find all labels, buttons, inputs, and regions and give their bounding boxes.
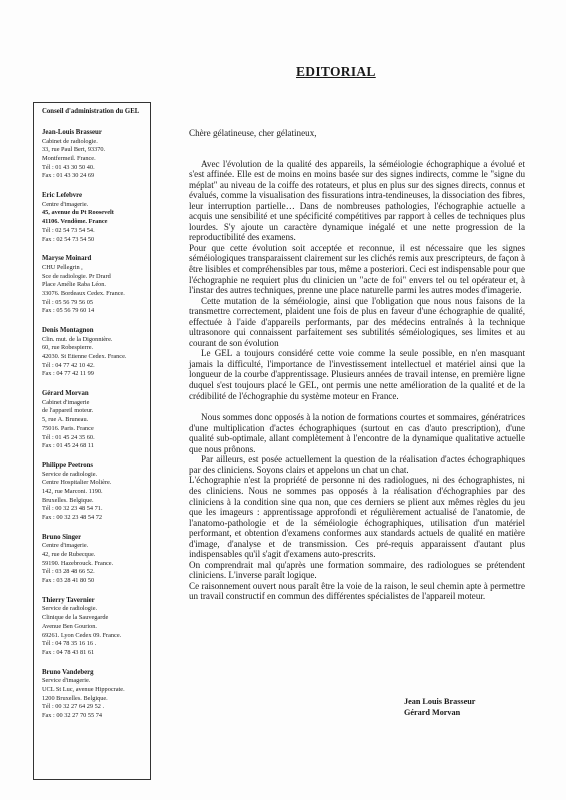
member-address-line: Bruxelles. Belgique. <box>42 496 94 504</box>
member-address-line: Montfermeil. France. <box>42 155 96 162</box>
member-address-line: UCL St Luc, avenue Hippocrate. <box>42 685 125 693</box>
signature-block <box>404 697 475 718</box>
member-address-line: Fax : 05 56 79 60 14 <box>42 307 95 315</box>
member-address-line: Tél : 01 45 24 35 60. <box>42 433 95 441</box>
member-address-line: Tél : 04 77 42 10 42. <box>42 361 95 369</box>
member-address-line: Centre d'imagerie. <box>42 542 89 550</box>
member-address-line: Tél : 01 43 30 50 40. <box>42 163 95 171</box>
member-address-line: Service d'imagerie. <box>42 677 91 685</box>
member-address-line: 5, rue A. Bruneau. <box>42 416 89 424</box>
member-address-line: Tél : 05 56 79 56 05 <box>42 298 94 306</box>
member-address-line: Clinique de la Sauvegarde <box>42 614 109 622</box>
member-address-line: Clin. mut. de la Digonnière. <box>42 335 113 343</box>
member-address-line: 33, rue Paul Bert, 93370. <box>42 146 106 154</box>
editorial-paragraph: Pour que cette évolution soit acceptée et reconnue, il est nécessaire que les signes séméiologiques transparaissent clairement sur les clichés remis aux prescripteurs, de façon à être lisibles et compréhensibles par tous, même a posteriori. Ceci est indispensable pour que l'échographie ne requiert plus du clinicien un "acte de foi" envers tel ou tel opérateur et, à l'instar des autres techniques, prenne une place naturelle parmi les autres modes d'imagerie. <box>189 242 525 296</box>
member-address-line: Tél : 04 78 35 16 16 . <box>42 640 97 648</box>
member-address-line: Avenue Ben Gourion. <box>42 622 97 630</box>
member-address-line: 59190. Hazebrouck. France. <box>42 559 114 567</box>
signature-name: Gérard Morvan <box>404 707 461 717</box>
member-address-line: 45, avenue du Pt Roosevelt <box>42 209 114 217</box>
member-address-line: Tél : 00 32 23 48 54 71. <box>42 505 103 513</box>
board-member <box>42 533 146 586</box>
member-address-line: 69261. Lyon Cedex 09. France. <box>42 631 122 639</box>
member-address-line: Fax : 04 78 43 81 61 <box>42 648 95 656</box>
members-list <box>42 128 146 721</box>
member-address-line: Fax : 03 28 41 80 50 <box>42 577 95 585</box>
greeting: Chère gélatineuse, cher gélatineux, <box>189 128 317 138</box>
member-address-line: 60, rue Robespierre. <box>42 344 94 352</box>
member-address-line: 142, rue Marconi. 1190. <box>42 487 103 495</box>
board-members-box <box>33 102 151 780</box>
member-address-line: Place Amélie Raba Léon. <box>42 281 106 289</box>
editorial-paragraph: Nous sommes donc opposés à la notion de formations courtes et sommaires, génératrices d'une multiplication d'actes échographiques (surtout en cas d'auto prescription), d'une qualité sub-optimale, allant complètement à l'encontre de la dynamique qualitative actuelle que nous prônons. <box>189 412 525 454</box>
member-address-line: 33076. Bordeaux Cedex. France. <box>42 289 125 297</box>
board-member <box>42 596 146 658</box>
member-address-line: Fax : 00 32 23 48 54 72 <box>42 514 102 522</box>
member-name: Philippe Peetrons <box>42 461 94 469</box>
member-address-line: Tél : 00 32 27 64 29 52 . <box>42 703 105 711</box>
member-address-line: Tél : 02 54 73 54 54. <box>42 226 95 234</box>
page-title: EDITORIAL <box>296 64 376 79</box>
editorial-body <box>189 128 525 602</box>
member-address-line: 75016. Paris. France <box>42 424 94 432</box>
member-name: Gérard Morvan <box>42 390 89 398</box>
board-member <box>42 389 146 451</box>
board-member <box>42 326 146 379</box>
board-heading: Conseil d'administration du GEL <box>42 108 140 115</box>
signature-name: Jean Louis Brasseur <box>404 697 476 706</box>
member-address-line: Fax : 00 32 27 70 55 74 <box>42 712 102 720</box>
member-address-line: de l'appareil moteur. <box>42 407 94 415</box>
editorial-paragraph: On comprendrait mal qu'après une formation sommaire, des radiologues se prétendent cliniciens. L'inverse paraît logique. <box>189 559 525 581</box>
member-address-line: 41106. Vendôme. France <box>42 218 108 226</box>
member-address-line: Fax : 02 54 73 54 50 <box>42 235 95 243</box>
member-address-line: Cabinet de radiologie. <box>42 137 98 145</box>
member-name: Bruno Singer <box>42 533 82 541</box>
member-address-line: CHU Pellegrin , <box>42 263 83 271</box>
member-address-line: Tél : 03 28 48 66 52. <box>42 568 95 576</box>
member-address-line: Cabinet d'imagerie <box>42 398 90 406</box>
editorial-paragraph: L'échographie n'est la propriété de personne ni des radiologues, ni des échographistes, ni des cliniciens. Nous ne sommes pas opposés à la réalisation d'échographies par des cliniciens à la condition sine qua non, que ces derniers se plient aux mêmes règles du jeu que les imageurs : apprentissage approfondi et régulièrement actualisé de l'anatomie, de l'anatomo-pathologie et de la séméiologie échographiques, utilisation d'un matériel performant, et obtention d'examens conformes aux standards actuels de qualité en matière d'image, d'analyse et de transmission. Ces pré-requis apparaissent d'autant plus indispensables qu'il s'agit d'examens auto-prescrits. <box>189 475 525 560</box>
member-address-line: Centre d'imagerie. <box>42 200 89 208</box>
board-member <box>42 668 146 721</box>
member-address-line: Service de radiologie. <box>42 605 98 613</box>
editorial-paragraph: Cette mutation de la séméiologie, ainsi que l'obligation que nous nous faisons de la transmettre correctement, plaident une fois de plus en faveur d'une échographie de qualité, effectuée à l'aide d'appareils performants, par des médecins entraînés à la technique ultrasonore qui connaissent parfaitement ses subtilités séméiologiques, ses limites et au courant de son évolution <box>189 295 525 348</box>
member-address-line: Service de radiologie. <box>42 470 98 478</box>
editorial-paragraph: Avec l'évolution de la qualité des appareils, la séméiologie échographique a évolué et s'est affinée. Elle est de moins en moins basée sur des signes indirects, comme le "signe du méplat" au niveau de la coiffe des rotateurs, et plus en plus sur des signes directs, connus et évalués, comme la visualisation des fissurations intra-tendineuses, la dissociation des fibres, leur interruption partielle… Dans de nombreuses pathologies, l'échographie actuelle a acquis une sensibilité et une spécificité compétitives par rapport à celles de techniques plus lourdes. S'y ajoute un caractère dynamique inégalé et une nette progression de la reproductibilité des examens. <box>189 158 525 243</box>
member-address-line: 42, rue de Rubecque. <box>42 551 96 559</box>
board-member <box>42 254 146 316</box>
member-address-line: Sce de radiologie. Pr Drard <box>42 272 111 280</box>
member-name: Thierry Tavernier <box>42 596 95 604</box>
member-name: Bruno Vandeberg <box>42 668 94 676</box>
member-name: Jean-Louis Brasseur <box>42 129 102 136</box>
editorial-paragraph: Le GEL a toujours considéré cette voie comme la seule possible, en n'en masquant jamais la difficulté, l'importance de l'investissement intellectuel et matériel ainsi que la longueur de la courbe d'apprentissage. Plusieurs années de travail intense, en première ligne duquel s'est toujours placé le GEL, ont permis une nette amélioration de la qualité et de la crédibilité de l'échographie du système moteur en France. <box>189 348 525 401</box>
member-address-line: Centre Hospitalier Molière. <box>42 479 112 487</box>
editorial-paragraph: Par ailleurs, est posée actuellement la question de la réalisation d'actes échographiques par des cliniciens. Soyons clairs et appelons un chat un chat. <box>189 454 525 475</box>
paragraphs <box>189 159 525 602</box>
board-member <box>42 191 146 244</box>
member-address-line: Fax : 01 45 24 68 11 <box>42 442 94 450</box>
member-address-line: 1200 Bruxelles. Belgique. <box>42 694 108 702</box>
member-name: Eric Lefebvre <box>42 192 83 200</box>
member-address-line: Fax : 04 77 42 11 99 <box>42 370 94 378</box>
member-address-line: 42030. St Etienne Cedex. France. <box>42 353 127 361</box>
member-address-line: Fax : 01 43 30 24 69 <box>42 172 95 180</box>
board-member <box>42 461 146 523</box>
board-member <box>42 128 146 181</box>
member-name: Denis Montagnon <box>42 327 94 335</box>
editorial-paragraph: Ce raisonnement ouvert nous paraît être la voie de la raison, le seul chemin apte à permettre un travail constructif en commun des différentes spécialistes de l'appareil moteur. <box>189 580 525 602</box>
member-name: Maryse Moinard <box>42 255 92 263</box>
